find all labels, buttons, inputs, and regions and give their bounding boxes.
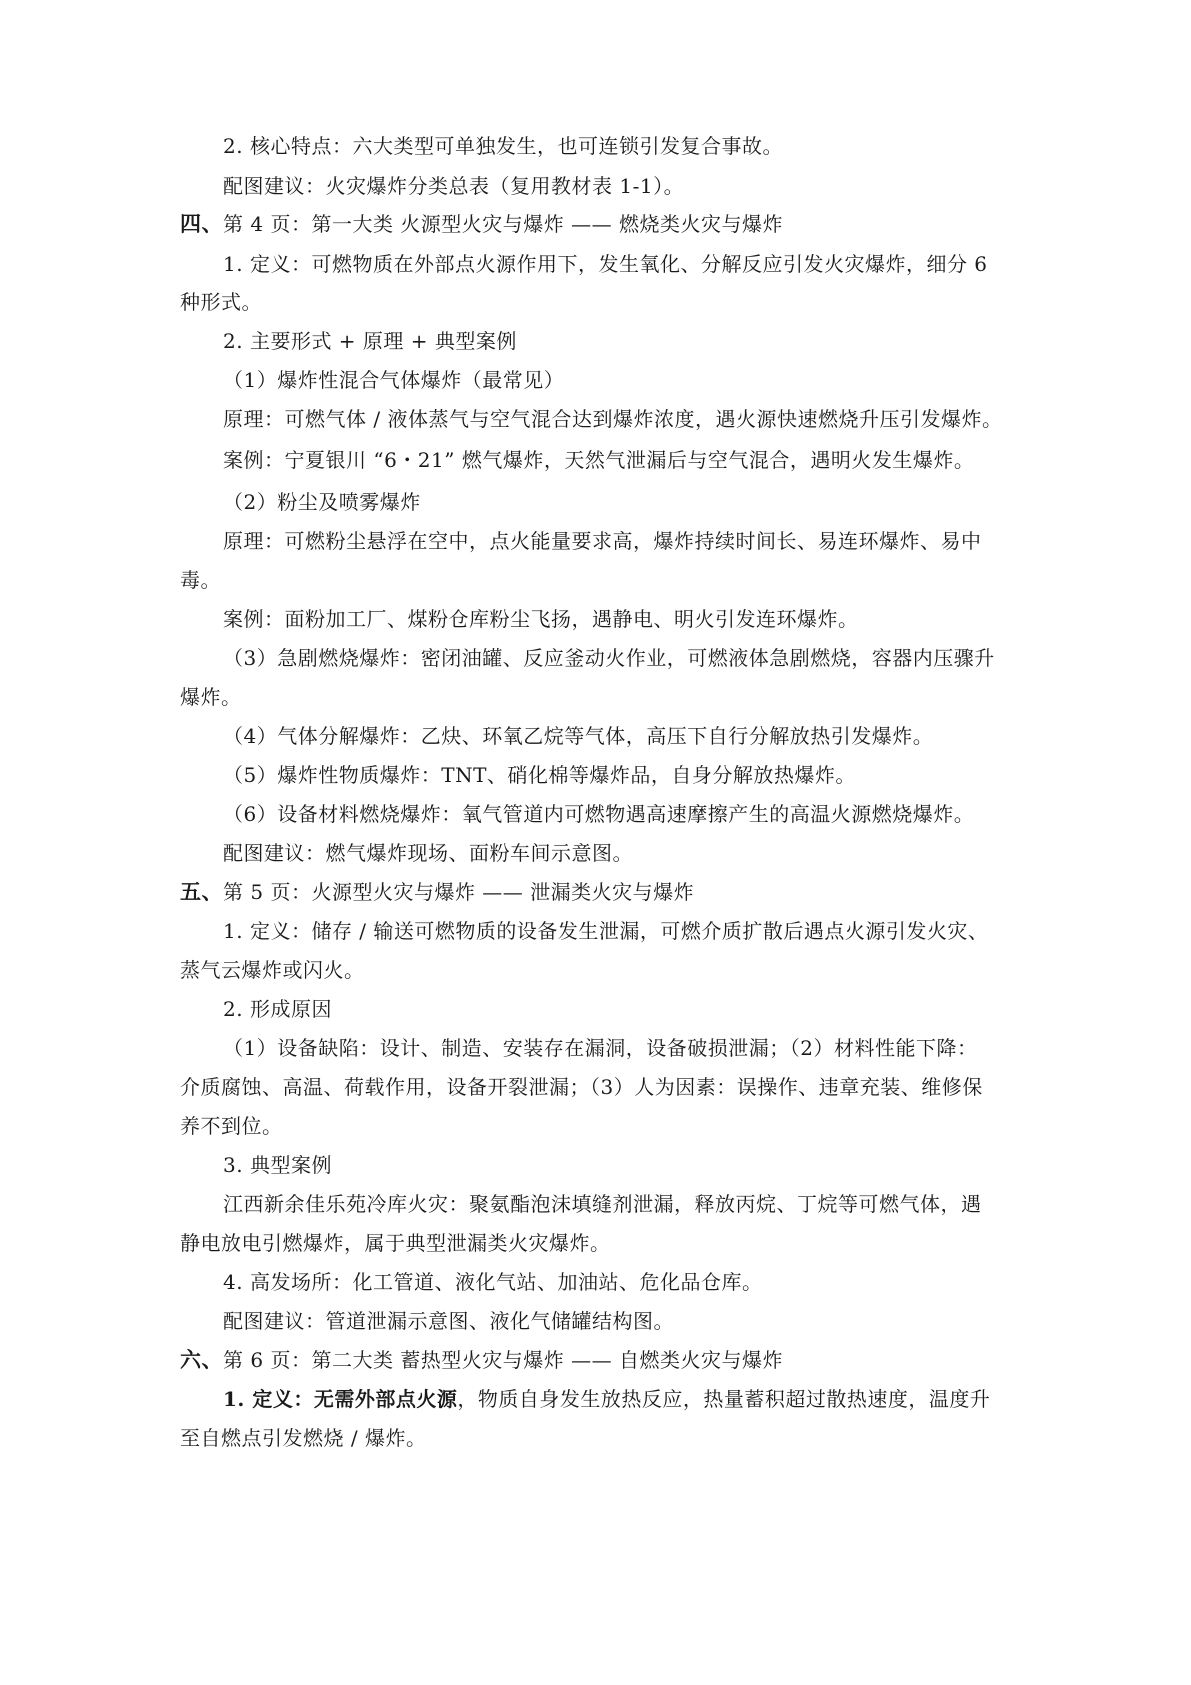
definition-line [223,1385,990,1413]
paragraph-line: （5）爆炸性物质爆炸：TNT、硝化棉等爆炸品，自身分解放热爆炸。 [223,763,856,787]
paragraph-line: 1. 定义：储存 / 输送可燃物质的设备发生泄漏，可燃介质扩散后遇点火源引发火灾、 [223,919,989,943]
heading-text: 第 4 页：第一大类 火源型火灾与爆炸 —— 燃烧类火灾与爆炸 [223,212,784,236]
heading-number: 六、 [180,1347,223,1372]
paragraph-line: 配图建议：管道泄漏示意图、液化气储罐结构图。 [223,1309,674,1333]
paragraph-line: 至自燃点引发燃烧 / 爆炸。 [180,1426,427,1450]
paragraph-line: 养不到位。 [180,1114,283,1138]
paragraph-line: （6）设备材料燃烧爆炸：氧气管道内可燃物遇高速摩擦产生的高温火源燃烧爆炸。 [223,802,975,826]
paragraph-line: 介质腐蚀、高温、荷载作用，设备开裂泄漏；（3）人为因素：误操作、违章充装、维修保 [180,1075,983,1099]
paragraph-line: （1）设备缺陷：设计、制造、安装存在漏洞，设备破损泄漏；（2）材料性能下降： [223,1036,978,1060]
section-heading-5 [180,878,694,906]
paragraph-line: 静电放电引燃爆炸，属于典型泄漏类火灾爆炸。 [180,1231,611,1255]
paragraph-line: 种形式。 [180,290,262,314]
paragraph-line: 案例：面粉加工厂、煤粉仓库粉尘飞扬，遇静电、明火引发连环爆炸。 [223,607,859,631]
paragraph-line: （2）粉尘及喷雾爆炸 [223,490,421,514]
paragraph-line: 1. 定义：可燃物质在外部点火源作用下，发生氧化、分解反应引发火灾爆炸，细分 6 [223,252,988,276]
paragraph-line: 毒。 [180,568,221,592]
emphasis-text: 无需外部点火源 [313,1387,458,1411]
paragraph-line: 2. 形成原因 [223,997,332,1021]
paragraph-line: 爆炸。 [180,685,242,709]
paragraph-line: 4. 高发场所：化工管道、液化气站、加油站、危化品仓库。 [223,1270,763,1294]
paragraph-line: 2. 主要形式 + 原理 + 典型案例 [223,329,517,353]
paragraph-line: 原理：可燃粉尘悬浮在空中，点火能量要求高，爆炸持续时间长、易连环爆炸、易中 [223,529,982,553]
paragraph-line: 蒸气云爆炸或闪火。 [180,958,365,982]
paragraph-line: 配图建议：火灾爆炸分类总表（复用教材表 1-1）。 [223,174,685,198]
heading-text: 第 5 页：火源型火灾与爆炸 —— 泄漏类火灾与爆炸 [223,880,695,904]
heading-number: 五、 [180,879,223,904]
definition-label: 1. 定义： [223,1387,314,1411]
heading-number: 四、 [180,211,223,236]
section-heading-6 [180,1346,783,1374]
paragraph-line: 江西新余佳乐苑冷库火灾：聚氨酯泡沫填缝剂泄漏，释放丙烷、丁烷等可燃气体，遇 [223,1192,982,1216]
paragraph-line: （1）爆炸性混合气体爆炸（最常见） [223,368,565,392]
heading-text: 第 6 页：第二大类 蓄热型火灾与爆炸 —— 自燃类火灾与爆炸 [223,1348,784,1372]
paragraph-line: 原理：可燃气体 / 液体蒸气与空气混合达到爆炸浓度，遇火源快速燃烧升压引发爆炸。 [223,407,1003,431]
paragraph-line: （3）急剧燃烧爆炸：密闭油罐、反应釜动火作业，可燃液体急剧燃烧，容器内压骤升 [223,646,995,670]
section-heading-4 [180,210,783,238]
paragraph-line: 配图建议：燃气爆炸现场、面粉车间示意图。 [223,841,633,865]
paragraph-line: 2. 核心特点：六大类型可单独发生，也可连锁引发复合事故。 [223,134,783,158]
paragraph-line: 3. 典型案例 [223,1153,332,1177]
definition-text: ，物质自身发生放热反应，热量蓄积超过散热速度，温度升 [457,1387,991,1411]
paragraph-line: 案例：宁夏银川 “6・21” 燃气爆炸，天然气泄漏后与空气混合，遇明火发生爆炸。 [223,448,975,472]
paragraph-line: （4）气体分解爆炸：乙炔、环氧乙烷等气体，高压下自行分解放热引发爆炸。 [223,724,934,748]
